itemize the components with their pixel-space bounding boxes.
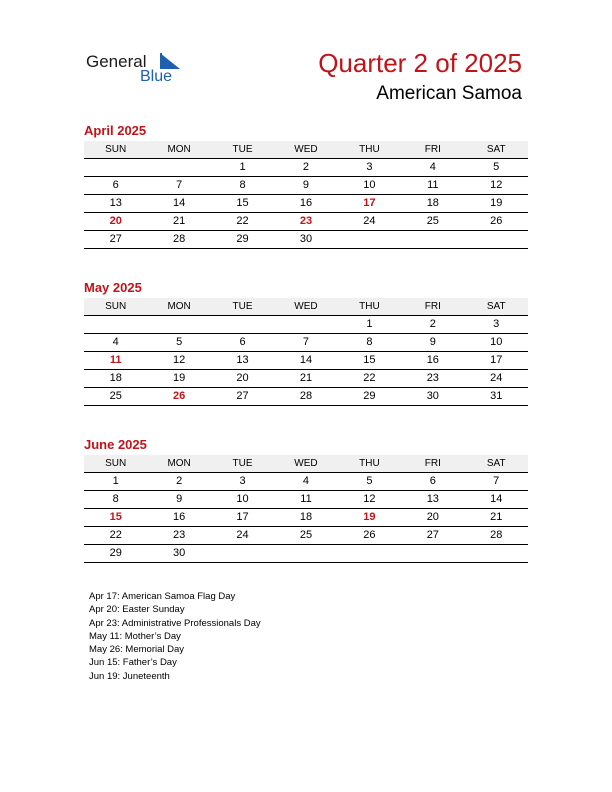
day-cell — [147, 316, 210, 333]
month-calendar-april — [84, 122, 528, 249]
day-cell: 5 — [366, 475, 373, 487]
page-subtitle: American Samoa — [376, 83, 522, 104]
weekday-label: FRI — [424, 301, 441, 312]
logo-word-blue: Blue — [140, 68, 173, 85]
day-cell: 17 — [490, 354, 503, 366]
weekday-label: MON — [167, 144, 191, 155]
day-cell: 18 — [299, 511, 313, 523]
day-cell: 30 — [173, 547, 186, 559]
week-row — [84, 159, 528, 177]
day-cell: 10 — [363, 179, 376, 191]
weekday-header — [84, 455, 528, 473]
week-row — [84, 491, 528, 509]
day-cell: 11 — [300, 493, 312, 505]
week-row — [84, 177, 528, 195]
day-cell: 19 — [490, 197, 503, 209]
week-row — [84, 195, 528, 213]
week-row — [84, 316, 528, 334]
weekday-label: TUE — [232, 144, 253, 155]
day-cell — [338, 231, 401, 248]
day-cell: 28 — [173, 233, 186, 245]
month-title: April 2025 — [84, 123, 147, 138]
day-cell: 13 — [109, 197, 122, 209]
weekday-label: THU — [359, 144, 380, 155]
day-cell: 23 — [173, 529, 186, 541]
day-cell: 27 — [236, 390, 249, 402]
day-cell: 12 — [363, 493, 376, 505]
day-cell: 4 — [302, 475, 310, 487]
day-cell: 22 — [109, 529, 122, 541]
weekday-label: FRI — [424, 144, 441, 155]
holiday-note: Apr 20: Easter Sunday — [89, 604, 185, 616]
generalblue-logo — [86, 50, 196, 90]
holiday-note: Jun 15: Father’s Day — [89, 657, 177, 669]
day-cell: 21 — [299, 372, 313, 384]
week-row — [84, 509, 528, 527]
week-row — [84, 370, 528, 388]
day-cell — [84, 159, 147, 176]
day-cell: 12 — [173, 354, 186, 366]
day-cell: 2 — [429, 318, 436, 330]
week-row — [84, 388, 528, 406]
day-cell: 25 — [299, 529, 313, 541]
weekday-label: SAT — [486, 458, 506, 469]
weekday-label: SAT — [486, 301, 506, 312]
weekday-label: SUN — [105, 301, 127, 312]
weekday-label: THU — [359, 458, 380, 469]
day-cell — [274, 316, 337, 333]
weekday-label: THU — [359, 301, 380, 312]
month-calendar-june — [84, 436, 528, 563]
day-cell: 4 — [112, 336, 119, 348]
weekday-label: WED — [294, 458, 318, 469]
day-cell: 25 — [109, 390, 122, 402]
day-cell: 11 — [109, 354, 122, 366]
day-cell: 4 — [429, 161, 436, 173]
day-cell: 14 — [173, 197, 186, 209]
day-cell: 27 — [426, 529, 439, 541]
holiday-note: Apr 17: American Samoa Flag Day — [89, 591, 236, 602]
day-cell: 24 — [236, 529, 249, 541]
page-title: Quarter 2 of 2025 — [318, 48, 522, 78]
day-cell: 26 — [490, 215, 503, 227]
day-cell: 5 — [176, 336, 183, 348]
day-cell: 8 — [239, 179, 246, 191]
day-cell: 3 — [493, 318, 500, 330]
day-cell: 13 — [426, 493, 439, 505]
day-cell: 1 — [239, 161, 246, 173]
holiday-note: Apr 23: Administrative Professionals Day — [89, 617, 261, 629]
day-cell: 16 — [173, 511, 186, 523]
day-cell: 7 — [302, 336, 310, 348]
day-cell: 9 — [176, 493, 183, 505]
weekday-label: WED — [294, 301, 318, 312]
day-cell: 3 — [239, 475, 246, 487]
day-cell: 24 — [363, 215, 376, 227]
week-row — [84, 352, 528, 370]
day-cell — [147, 159, 210, 176]
day-cell: 20 — [236, 372, 249, 384]
day-cell: 28 — [299, 390, 313, 402]
day-cell: 6 — [239, 336, 246, 348]
day-cell: 9 — [302, 179, 310, 191]
day-cell — [211, 545, 274, 562]
day-cell: 11 — [427, 179, 439, 191]
holiday-note: Jun 19: Juneteenth — [89, 670, 170, 682]
month-calendar-may — [84, 279, 528, 406]
day-cell: 22 — [363, 372, 376, 384]
day-cell: 14 — [299, 354, 313, 366]
weekday-label: MON — [167, 301, 191, 312]
day-cell: 7 — [493, 475, 500, 487]
weekday-label: SAT — [486, 144, 506, 155]
day-cell: 26 — [173, 390, 186, 402]
day-cell: 19 — [363, 511, 376, 523]
weekday-label: TUE — [232, 301, 253, 312]
day-cell — [465, 545, 528, 562]
day-cell: 17 — [236, 511, 249, 523]
weekday-header — [84, 141, 528, 159]
day-cell: 1 — [112, 475, 119, 487]
day-cell: 3 — [366, 161, 373, 173]
day-cell — [338, 545, 401, 562]
day-cell: 27 — [109, 233, 122, 245]
day-cell: 8 — [366, 336, 373, 348]
holiday-notes — [89, 590, 261, 683]
day-cell: 20 — [426, 511, 439, 523]
weekday-header — [84, 298, 528, 316]
day-cell: 2 — [176, 475, 183, 487]
day-cell: 1 — [366, 318, 373, 330]
day-cell — [465, 231, 528, 248]
day-cell: 12 — [490, 179, 503, 191]
day-cell: 31 — [490, 390, 503, 402]
weekday-label: TUE — [232, 458, 253, 469]
day-cell: 23 — [299, 215, 313, 227]
day-cell — [211, 316, 274, 333]
holiday-note: May 11: Mother’s Day — [89, 630, 181, 642]
logo-flag-icon — [160, 53, 180, 69]
weekday-label: FRI — [424, 458, 441, 469]
day-cell: 14 — [490, 493, 503, 505]
month-title: May 2025 — [84, 280, 142, 295]
logo-word-general: General — [86, 52, 147, 71]
day-cell: 28 — [490, 529, 503, 541]
day-cell: 19 — [173, 372, 186, 384]
week-row — [84, 527, 528, 545]
day-cell: 8 — [112, 493, 119, 505]
day-cell: 21 — [490, 511, 503, 523]
day-cell: 7 — [176, 179, 183, 191]
holiday-note: May 26: Memorial Day — [89, 644, 185, 656]
week-row — [84, 545, 528, 563]
day-cell: 9 — [429, 336, 436, 348]
day-cell: 22 — [236, 215, 249, 227]
day-cell — [401, 231, 464, 248]
weekday-label: MON — [167, 458, 191, 469]
day-cell: 2 — [302, 161, 310, 173]
day-cell — [401, 545, 464, 562]
day-cell: 15 — [363, 354, 376, 366]
day-cell: 18 — [109, 372, 122, 384]
day-cell: 25 — [426, 215, 439, 227]
day-cell: 29 — [109, 547, 122, 559]
day-cell: 16 — [299, 197, 313, 209]
day-cell — [84, 316, 147, 333]
day-cell: 21 — [173, 215, 186, 227]
month-title: June 2025 — [84, 437, 147, 452]
day-cell: 26 — [363, 529, 376, 541]
week-row — [84, 213, 528, 231]
day-cell: 13 — [236, 354, 249, 366]
day-cell: 18 — [426, 197, 439, 209]
day-cell: 15 — [236, 197, 249, 209]
day-cell: 6 — [429, 475, 436, 487]
week-row — [84, 334, 528, 352]
day-cell: 5 — [493, 161, 500, 173]
weekday-label: WED — [294, 144, 318, 155]
day-cell — [274, 545, 337, 562]
week-row — [84, 231, 528, 249]
weekday-label: SUN — [105, 144, 127, 155]
day-cell: 17 — [363, 197, 376, 209]
day-cell: 20 — [109, 215, 122, 227]
day-cell: 15 — [109, 511, 122, 523]
day-cell: 23 — [426, 372, 439, 384]
day-cell: 30 — [299, 233, 313, 245]
week-row — [84, 473, 528, 491]
day-cell: 10 — [490, 336, 503, 348]
day-cell: 10 — [236, 493, 249, 505]
weekday-label: SUN — [105, 458, 127, 469]
day-cell: 30 — [426, 390, 439, 402]
day-cell: 24 — [490, 372, 503, 384]
day-cell: 29 — [363, 390, 376, 402]
day-cell: 6 — [112, 179, 119, 191]
day-cell: 29 — [236, 233, 249, 245]
day-cell: 16 — [426, 354, 439, 366]
